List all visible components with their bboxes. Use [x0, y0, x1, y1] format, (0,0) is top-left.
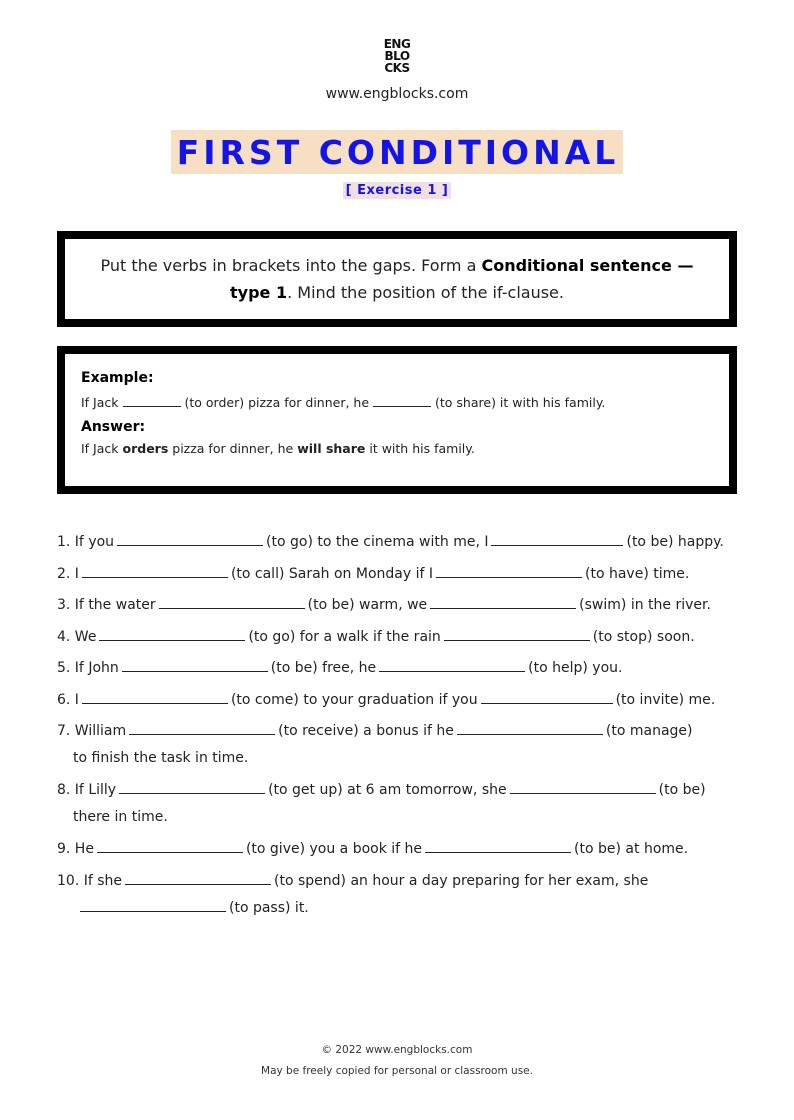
answer-blank[interactable] [125, 868, 271, 885]
site-url: www.engblocks.com [325, 86, 469, 102]
logo-line: ENG [383, 37, 411, 51]
exercise-item: 5. If John (to be) free, he (to help) you. [57, 655, 747, 687]
answer-blank[interactable] [481, 687, 613, 704]
answer-blank[interactable] [491, 529, 623, 546]
copyright: © 2022 www.engblocks.com [321, 1044, 473, 1056]
exercise-item: 10. If she (to spend) an hour a day preparing for her exam, she (to pass) it. [57, 868, 747, 927]
answer-blank[interactable] [444, 624, 590, 641]
answer-blank[interactable] [379, 655, 525, 672]
answer-blank[interactable] [97, 836, 243, 853]
exercise-item: 8. If Lilly (to get up) at 6 am tomorrow, she (to be) there in time. [57, 777, 747, 836]
exercise-item: 3. If the water (to be) warm, we (swim) in the river. [57, 592, 747, 624]
example-blank [373, 392, 431, 407]
answer-blank[interactable] [122, 655, 268, 672]
exercise-item: 1. If you (to go) to the cinema with me, I (to be) happy. [57, 529, 747, 561]
example-blank [123, 392, 181, 407]
exercise-item: 7. William (to receive) a bonus if he (to manage) to finish the task in time. [57, 718, 747, 777]
answer-blank[interactable] [430, 592, 576, 609]
exercise-list [57, 529, 747, 927]
answer-blank[interactable] [510, 777, 656, 794]
answer-blank[interactable] [436, 561, 582, 578]
example-label: Example: [81, 370, 154, 386]
answer-blank[interactable] [129, 718, 275, 735]
answer-blank[interactable] [425, 836, 571, 853]
exercise-item: 9. He (to give) you a book if he (to be) at home. [57, 836, 747, 868]
answer-blank[interactable] [159, 592, 305, 609]
logo-line: CKS [384, 61, 410, 75]
instructions-text: Put the verbs in brackets into the gaps. Form a Conditional sentence — type 1. Mind the position of the if-clause. [100, 256, 694, 302]
page-title: FIRST CONDITIONAL [171, 130, 624, 174]
answer-blank[interactable] [80, 895, 226, 912]
answer-blank[interactable] [82, 561, 228, 578]
engblocks-logo [0, 38, 794, 74]
logo-line: BLO [384, 49, 410, 63]
instructions-emphasis: Conditional sentence — type 1 [230, 256, 694, 302]
exercise-item: 4. We (to go) for a walk if the rain (to stop) soon. [57, 624, 747, 656]
example-question: If Jack (to order) pizza for dinner, he (to share) it with his family. [81, 392, 713, 410]
answer-label: Answer: [81, 419, 146, 435]
usage-note: May be freely copied for personal or classroom use. [261, 1065, 533, 1077]
answer-blank[interactable] [82, 687, 228, 704]
answer-blank[interactable] [457, 718, 603, 735]
answer-blank[interactable] [117, 529, 263, 546]
example-answer: If Jack orders pizza for dinner, he will share it with his family. [81, 441, 475, 456]
example-box [57, 346, 737, 494]
exercise-item: 2. I (to call) Sarah on Monday if I (to have) time. [57, 561, 747, 593]
exercise-subtitle: [ Exercise 1 ] [343, 182, 452, 199]
answer-blank[interactable] [99, 624, 245, 641]
instructions-box [57, 231, 737, 327]
answer-blank[interactable] [119, 777, 265, 794]
exercise-item: 6. I (to come) to your graduation if you (to invite) me. [57, 687, 747, 719]
